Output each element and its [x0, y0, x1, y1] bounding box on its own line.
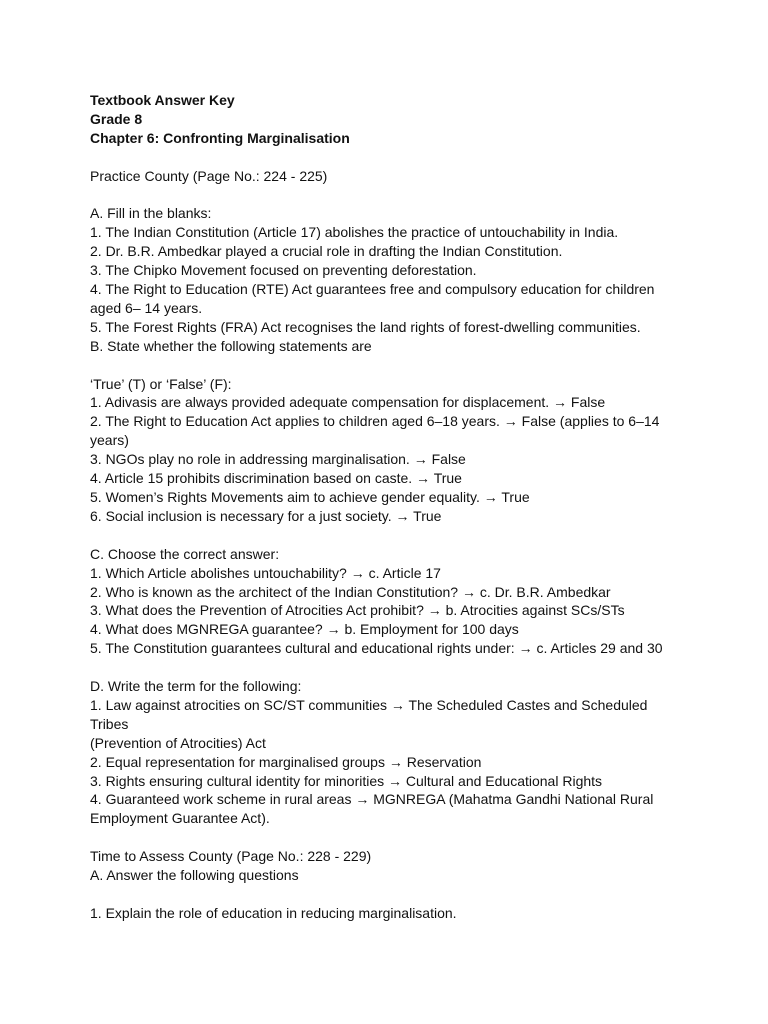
list-item: 1. Explain the role of education in reducing marginalisation.: [90, 904, 457, 921]
section-b-title: B. State whether the following statements are: [90, 337, 372, 354]
list-item: Tribes: [90, 715, 129, 732]
list-item: 4. Article 15 prohibits discrimination based on caste. → True: [90, 470, 462, 487]
list-item: 1. Which Article abolishes untouchability? → c. Article 17: [90, 564, 441, 581]
list-item: 5. The Forest Rights (FRA) Act recognises the land rights of forest-dwelling communities.: [90, 318, 641, 335]
list-item: 5. Women’s Rights Movements aim to achieve gender equality. → True: [90, 488, 530, 505]
list-item: 4. The Right to Education (RTE) Act guarantees free and compulsory education for children: [90, 281, 655, 298]
list-item: 2. Dr. B.R. Ambedkar played a crucial role in drafting the Indian Constitution.: [90, 243, 563, 260]
grade-heading: Grade 8: [90, 110, 143, 127]
list-item: 3. NGOs play no role in addressing marginalisation. → False: [90, 451, 466, 468]
document-title: Textbook Answer Key: [90, 92, 235, 108]
spacer: [90, 148, 690, 167]
list-item: 3. What does the Prevention of Atrocities Act prohibit? → b. Atrocities against SCs/STs: [90, 602, 625, 619]
spacer: [90, 885, 690, 904]
section-d-title: D. Write the term for the following:: [90, 678, 302, 695]
list-item: 4. Guaranteed work scheme in rural areas → MGNREGA (Mahatma Gandhi National Rural: [90, 791, 654, 808]
list-item: 4. What does MGNREGA guarantee? → b. Employment for 100 days: [90, 621, 519, 638]
section-b-subtitle: ‘True’ (T) or ‘False’ (F):: [90, 375, 232, 392]
list-item: years): [90, 432, 129, 449]
spacer: [90, 356, 690, 375]
list-item: aged 6– 14 years.: [90, 299, 203, 316]
list-item: 1. Adivasis are always provided adequate compensation for displacement. → False: [90, 394, 606, 411]
list-item: 6. Social inclusion is necessary for a just society. → True: [90, 507, 442, 524]
spacer: [90, 658, 690, 677]
practice-heading: Practice County (Page No.: 224 - 225): [90, 167, 328, 184]
list-item: 1. Law against atrocities on SC/ST communities → The Scheduled Castes and Scheduled: [90, 696, 648, 713]
list-item: 1. The Indian Constitution (Article 17) abolishes the practice of untouchability in India.: [90, 224, 619, 241]
document-page: [90, 91, 690, 923]
list-item: 2. The Right to Education Act applies to children aged 6–18 years. → False (applies to 6–14: [90, 413, 660, 430]
list-item: 3. The Chipko Movement focused on preventing deforestation.: [90, 262, 477, 279]
list-item: 3. Rights ensuring cultural identity for minorities → Cultural and Educational Rights: [90, 772, 603, 789]
list-item: 5. The Constitution guarantees cultural and educational rights under: → c. Articles 29 and 30: [90, 640, 663, 657]
assess-heading: Time to Assess County (Page No.: 228 - 229): [90, 848, 372, 865]
spacer: [90, 828, 690, 847]
assess-section-a-title: A. Answer the following questions: [90, 867, 299, 884]
spacer: [90, 526, 690, 545]
section-a-title: A. Fill in the blanks:: [90, 205, 212, 222]
chapter-heading: Chapter 6: Confronting Marginalisation: [90, 129, 350, 146]
list-item: (Prevention of Atrocities) Act: [90, 734, 266, 751]
section-c-title: C. Choose the correct answer:: [90, 545, 280, 562]
spacer: [90, 186, 690, 205]
list-item: 2. Who is known as the architect of the Indian Constitution? → c. Dr. B.R. Ambedkar: [90, 583, 611, 600]
list-item: Employment Guarantee Act).: [90, 810, 270, 827]
list-item: 2. Equal representation for marginalised groups → Reservation: [90, 753, 482, 770]
